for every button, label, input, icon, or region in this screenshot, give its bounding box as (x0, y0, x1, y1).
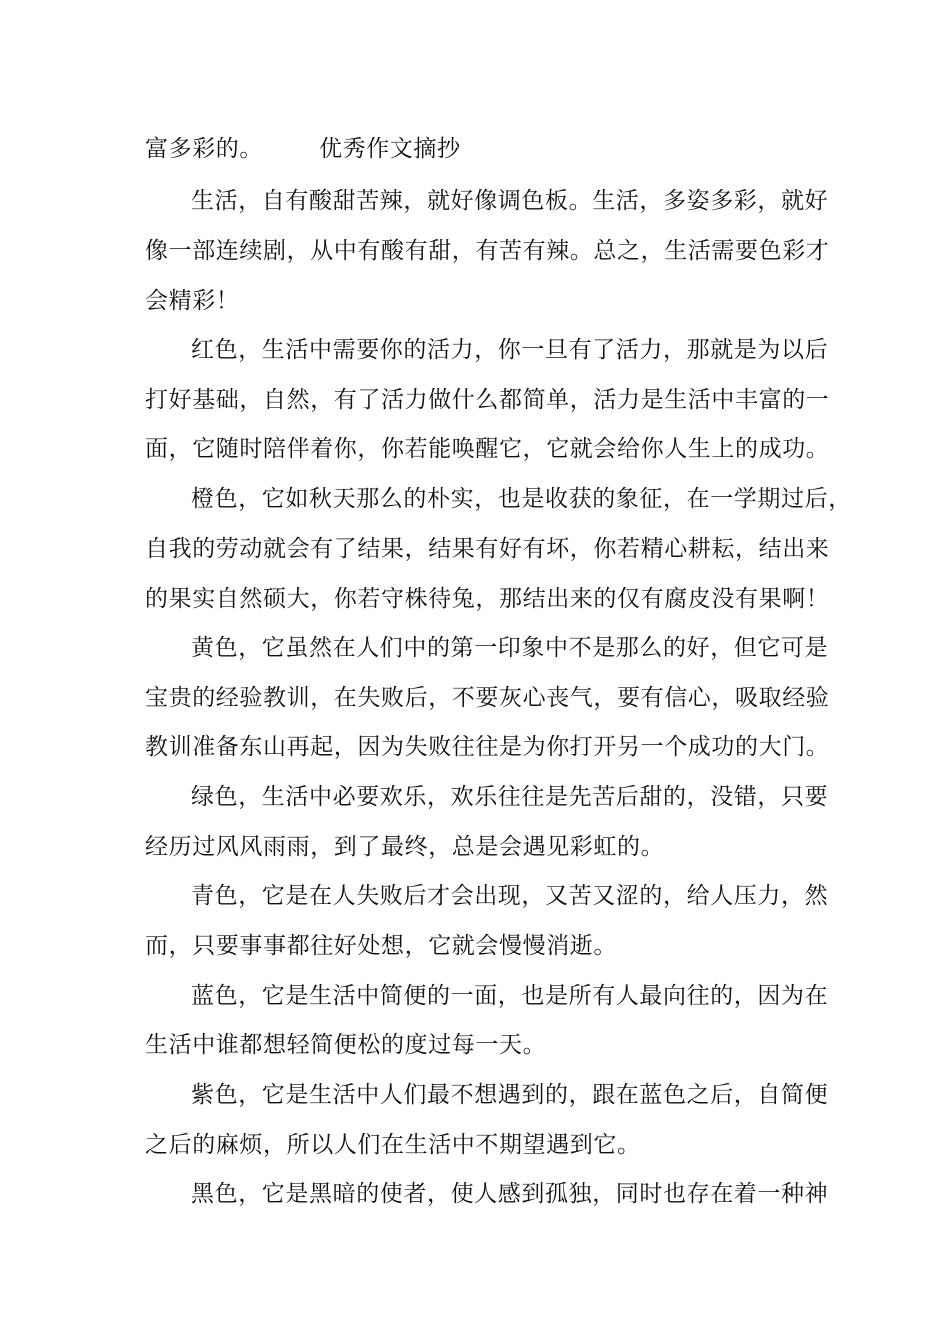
paragraph-5-line-1: 绿色，生活中必要欢乐，欢乐往往是先苦后甜的，没错，只要 (191, 784, 829, 810)
paragraph-6-line-2: 而，只要事事都往好处想，它就会慢慢消逝。 (145, 933, 617, 959)
paragraph-4-line-3: 教训准备东山再起，因为失败往往是为你打开另一个成功的大门。 (145, 734, 830, 760)
text-line-continuation (145, 134, 461, 164)
paragraph-7-line-1: 蓝色，它是生活中简便的一面，也是所有人最向往的，因为在 (191, 983, 829, 1009)
paragraph-tail-text: 富多彩的。 (145, 136, 263, 162)
paragraph-3-line-1: 橙色，它如秋天那么的朴实，也是收获的象征，在一学期过后， (191, 486, 852, 512)
paragraph-4-line-1: 黄色，它虽然在人们中的第一印象中不是那么的好，但它可是 (191, 635, 829, 661)
paragraph-3-line-3: 的果实自然硕大，你若守株待兔，那结出来的仅有腐皮没有果啊！ (145, 586, 830, 612)
paragraph-8-line-1: 紫色，它是生活中人们最不想遇到的，跟在蓝色之后，自简便 (191, 1082, 829, 1108)
paragraph-3-line-2: 自我的劳动就会有了结果，结果有好有坏，你若精心耕耘，结出来 (145, 536, 830, 562)
essay-excerpt-note: 优秀作文摘抄 (319, 136, 461, 162)
paragraph-4-line-2: 宝贵的经验教训，在失败后，不要灰心丧气，要有信心，吸取经验 (145, 685, 830, 711)
paragraph-2-line-1: 红色，生活中需要你的活力，你一旦有了活力，那就是为以后 (191, 337, 829, 363)
paragraph-1-line-2: 像一部连续剧，从中有酸有甜，有苦有辣。总之，生活需要色彩才 (145, 238, 830, 264)
paragraph-2-line-3: 面，它随时陪伴着你，你若能唤醒它，它就会给你人生上的成功。 (145, 436, 830, 462)
paragraph-1-line-1: 生活，自有酸甜苦辣，就好像调色板。生活，多姿多彩，就好 (191, 188, 829, 214)
paragraph-7-line-2: 生活中谁都想轻简便松的度过每一天。 (145, 1032, 547, 1058)
paragraph-5-line-2: 经历过风风雨雨，到了最终，总是会遇见彩虹的。 (145, 834, 665, 860)
paragraph-1-line-3: 会精彩！ (145, 288, 240, 314)
paragraph-2-line-2: 打好基础，自然，有了活力做什么都简单，活力是生活中丰富的一 (145, 387, 830, 413)
paragraph-8-line-2: 之后的麻烦，所以人们在生活中不期望遇到它。 (145, 1132, 641, 1158)
paragraph-6-line-1: 青色，它是在人失败后才会出现，又苦又涩的，给人压力，然 (191, 883, 829, 909)
paragraph-9-line-1: 黑色，它是黑暗的使者，使人感到孤独，同时也存在着一种神 (191, 1181, 829, 1207)
